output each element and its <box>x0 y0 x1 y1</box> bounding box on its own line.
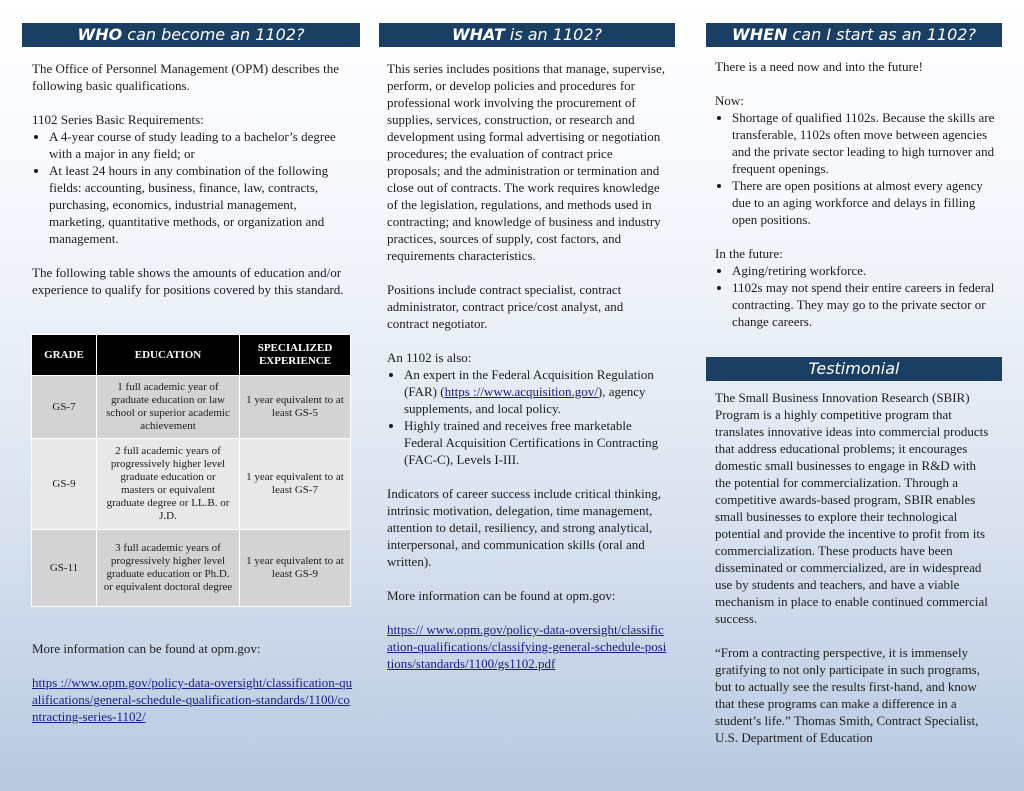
qualification-table <box>31 334 351 607</box>
testimonial-section <box>715 389 995 763</box>
what-header <box>379 23 675 47</box>
table-row <box>32 376 351 439</box>
also-item-text: An expert in the Federal Acquisition Regulation (FAR) ( <box>404 367 654 399</box>
table-cell-experience: 1 year equivalent to at least GS-5 <box>240 376 351 439</box>
table-intro: The following table shows the amounts of education and/or experience to qualify for positions covered by this standard. <box>32 265 344 297</box>
table-header-experience: SPECIALIZED EXPERIENCE <box>240 335 351 376</box>
who-intro: The Office of Personnel Management (OPM) describes the following basic qualifications. <box>32 61 339 93</box>
table-cell-grade: GS-7 <box>32 376 97 439</box>
now-item: • There are open positions at almost every agency due to an aging workforce and delays in filling open positions. <box>732 177 995 228</box>
table-row <box>32 439 351 530</box>
also-item-text: ), agency supplements, and local policy. <box>404 384 646 416</box>
when-header-rest: can I start as an 1102? <box>787 25 976 44</box>
what-more-info-text: More information can be found at opm.gov: <box>387 588 616 603</box>
requirement-item: • At least 24 hours in any combination of the following fields: accounting, business, finance, law, contracts, purchasing, economics, industrial management, marketing, quantitative methods, or organization and management. <box>49 162 354 247</box>
who-more-info-text: More information can be found at opm.gov: <box>32 641 261 656</box>
who-more-info <box>32 640 354 725</box>
table-row <box>32 530 351 607</box>
also-item <box>404 366 667 417</box>
acquisition-gov-link[interactable]: https ://www.acquisition.gov/ <box>444 384 598 399</box>
table-cell-education: 1 full academic year of graduate education or law school or superior academic achievement <box>97 376 240 439</box>
table-cell-experience: 1 year equivalent to at least GS-7 <box>240 439 351 530</box>
future-title: In the future: <box>715 246 783 261</box>
table-cell-grade: GS-11 <box>32 530 97 607</box>
now-item: • Shortage of qualified 1102s. Because the skills are transferable, 1102s often move between agencies and the private sector leading to high turnover and frequent openings. <box>732 109 995 177</box>
also-list <box>387 366 667 468</box>
table-cell-grade: GS-9 <box>32 439 97 530</box>
who-header-rest: can become an 1102? <box>122 25 305 44</box>
when-intro: There is a need now and into the future! <box>715 59 923 74</box>
table-header-grade: GRADE <box>32 335 97 376</box>
what-section <box>387 60 667 672</box>
also-title: An 1102 is also: <box>387 350 472 365</box>
who-header <box>22 23 360 47</box>
requirements-title: 1102 Series Basic Requirements: <box>32 112 204 127</box>
when-section <box>715 58 995 347</box>
what-header-strong: WHAT <box>451 25 505 44</box>
also-item: • Highly trained and receives free marketable Federal Acquisition Certifications in Contracting (FAC-C), Levels I-III. <box>404 417 667 468</box>
table-cell-education: 2 full academic years of progressively higher level graduate education or masters or equivalent graduate degree or LL.B. or J.D. <box>97 439 240 530</box>
sbir-description: The Small Business Innovation Research (SBIR) Program is a highly competitive program that translates innovative ideas into commercial products that address educational problems; it encourages domestic small businesses to engage in R&D with the potential for commercialization. Through a competitive awards-based program, SBIR enables small businesses to explore their technological potential and provide the incentive to profit from its commercialization. These products have been disseminated or commercialized, are in widespread use by students and teachers, and have a viable mechanism in place to enable continued commercial success. <box>715 390 989 626</box>
what-positions: Positions include contract specialist, contract administrator, contract price/cost analyst, and contract negotiator. <box>387 282 624 331</box>
when-header <box>706 23 1002 47</box>
now-list <box>715 109 995 228</box>
who-section <box>32 60 354 315</box>
table-header-row <box>32 335 351 376</box>
table-header-education: EDUCATION <box>97 335 240 376</box>
opm-qualification-link[interactable]: https ://www.opm.gov/policy-data-oversight/classification-qualifications/general-schedule-qualification-standards/1100/contracting-series-1102/ <box>32 675 353 724</box>
what-description: This series includes positions that manage, supervise, perform, or develop policies and procedures for professional work involving the procurement of supplies, services, construction, or research and development using formal advertising or negotiation procedures; the evaluation of contract price proposals; and the administration or termination and close out of contracts. The work requires knowledge of the legislation, regulations, and methods used in contracting; and knowledge of business and industry practices, sources of supply, cost factors, and requirements characteristics. <box>387 61 666 263</box>
who-header-strong: WHO <box>77 25 123 44</box>
requirement-item: • A 4-year course of study leading to a bachelor’s degree with a major in any field; or <box>49 128 354 162</box>
future-item: • Aging/retiring workforce. <box>732 262 995 279</box>
future-item: • 1102s may not spend their entire careers in federal contracting. They may go to the private sector or change careers. <box>732 279 995 330</box>
what-header-rest: is an 1102? <box>504 25 602 44</box>
testimonial-quote: “From a contracting perspective, it is immensely gratifying to not only participate in such programs, but to actually see the results first-hand, and know that these programs can make a difference in a student’s life.” Thomas Smith, Contract Specialist, U.S. Department of Education <box>715 645 980 745</box>
table-cell-experience: 1 year equivalent to at least GS-9 <box>240 530 351 607</box>
testimonial-header: Testimonial <box>706 357 1002 381</box>
future-list <box>715 262 995 330</box>
table-cell-education: 3 full academic years of progressively higher level graduate education or Ph.D. or equivalent doctoral degree <box>97 530 240 607</box>
requirements-list <box>32 128 354 247</box>
opm-gs1102-link[interactable]: https:// www.opm.gov/policy-data-oversight/classification-qualifications/classifying-general-schedule-positions/standards/1100/gs1102.pdf <box>387 622 667 671</box>
when-header-strong: WHEN <box>732 25 788 44</box>
now-title: Now: <box>715 93 744 108</box>
success-indicators: Indicators of career success include critical thinking, intrinsic motivation, delegation, time management, attention to detail, resiliency, and strong analytical, interpersonal, and communication skills (oral and written). <box>387 486 661 569</box>
